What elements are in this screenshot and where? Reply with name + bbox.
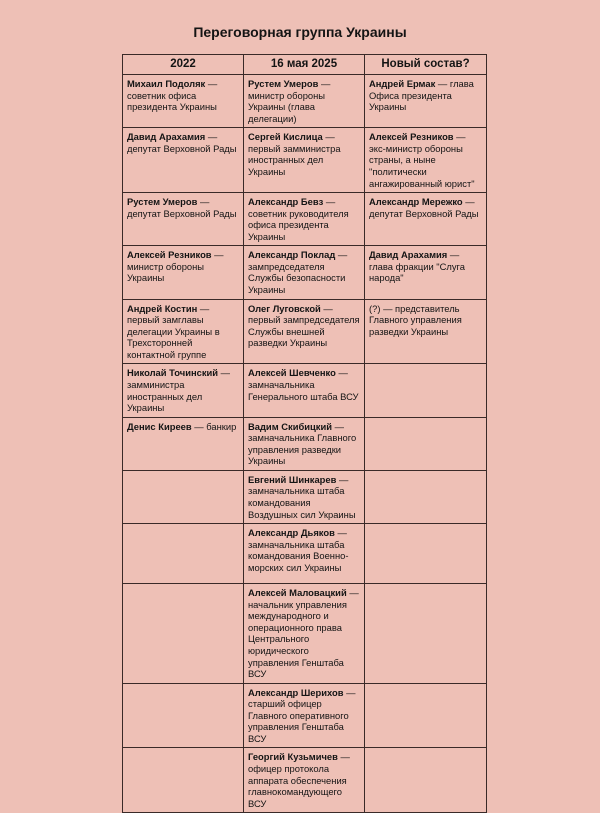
dash-separator: — [346, 587, 359, 599]
table-cell-col-2022 [123, 75, 244, 128]
table-cell-col-2022 [123, 246, 244, 299]
table-cell-col-2025 [244, 683, 365, 748]
table-cell-col-2022 [123, 364, 244, 417]
person-position: депутат Верховной Рады [127, 207, 237, 219]
table-cell-col-new [365, 364, 487, 417]
table-cell-col-new [365, 683, 487, 748]
person-position: замначальника штаба командования Воздушных сил Украины [248, 485, 356, 520]
person-position: зампредседателя Службы безопасности Украины [248, 260, 346, 295]
header-new-lineup: Новый состав? [365, 55, 487, 75]
table-cell-col-2025 [244, 364, 365, 417]
table-cell-col-new [365, 299, 487, 364]
cell-text [369, 131, 482, 189]
table-row [123, 128, 487, 193]
person-position: министр обороны Украины [127, 260, 205, 284]
dash-separator: — [318, 78, 331, 89]
person-position: офицер протокола аппарата обеспечения главнокомандующего ВСУ [248, 763, 347, 809]
person-position: депутат Верховной Рады [369, 207, 479, 219]
cell-text [248, 474, 360, 520]
cell-text [127, 249, 239, 284]
cell-text [369, 196, 482, 219]
table-row [123, 299, 487, 364]
table-row [123, 193, 487, 246]
table-cell-col-new [365, 193, 487, 246]
table-cell-col-2025 [244, 75, 365, 128]
dash-separator: — [334, 527, 347, 539]
table-row [123, 683, 487, 748]
person-name: Михаил Подоляк [127, 78, 206, 89]
person-name: Вадим Скибицкий [248, 420, 332, 432]
table-cell-col-2025 [244, 128, 365, 193]
dash-separator: — [205, 131, 218, 143]
person-name: Александр Бевз [248, 196, 324, 208]
dash-separator: — [337, 751, 350, 763]
cell-text [127, 196, 239, 219]
table-cell-col-2025 [244, 524, 365, 584]
dash-separator: — [335, 367, 348, 379]
cell-text [127, 421, 239, 433]
negotiation-table [122, 54, 487, 813]
person-position: первый зампредседателя Службы внешней разведки Украины [248, 314, 360, 349]
table-cell-col-2022 [123, 683, 244, 748]
person-position: экс-министр обороны страны, а ныне "политически ангажированный юрист" [369, 142, 475, 189]
person-name: Алексей Шевченко [248, 367, 336, 379]
dash-separator: — [336, 473, 349, 485]
dash-separator: — [462, 196, 475, 208]
dash-separator: — [332, 420, 344, 432]
table-cell-col-2025 [244, 246, 365, 299]
person-name: Александр Мережко [369, 196, 463, 208]
table-row [123, 364, 487, 417]
person-name: Алексей Маловацкий [248, 587, 347, 599]
cell-text [248, 78, 360, 124]
person-position: советник руководителя офиса президента Украины [248, 207, 349, 242]
cell-text [127, 367, 239, 413]
cell-text [127, 303, 239, 361]
table-cell-col-2022 [123, 470, 244, 523]
person-name: Александр Поклад [248, 249, 336, 261]
cell-text [248, 421, 360, 467]
table-cell-col-2022 [123, 193, 244, 246]
person-name: Олег Луговской [248, 302, 321, 314]
table-cell-col-2022 [123, 584, 244, 684]
cell-text [127, 131, 239, 154]
cell-text [248, 249, 360, 295]
table-row [123, 748, 487, 813]
person-position: замначальника Генерального штаба ВСУ [248, 378, 359, 402]
person-position: депутат Верховной Рады [127, 142, 237, 154]
person-position: глава фракции "Слуга народа" [369, 260, 465, 284]
person-name: Давид Арахамия [127, 131, 206, 143]
person-name: Николай Точинский [127, 367, 219, 379]
person-name: Андрей Костин [127, 302, 198, 314]
person-name: Рустем Умеров [127, 196, 198, 208]
table-row [123, 584, 487, 684]
cell-text [369, 249, 482, 284]
table-row [123, 470, 487, 523]
cell-text [369, 78, 482, 113]
person-position: замминистра иностранных дел Украины [127, 378, 203, 414]
dash-separator: — [197, 302, 210, 314]
table-cell-col-new [365, 584, 487, 684]
dash-separator: — [453, 131, 466, 143]
table-cell-col-new [365, 128, 487, 193]
person-name: Рустем Умеров [248, 78, 319, 89]
dash-separator: — [191, 420, 207, 432]
table-row [123, 75, 487, 128]
page-title: Переговорная группа Украины [193, 24, 407, 40]
person-position: банкир [206, 420, 237, 432]
table-row [123, 417, 487, 470]
table-cell-col-2022 [123, 748, 244, 813]
table-cell-col-2022 [123, 524, 244, 584]
person-position: первый замглавы делегации Украины в Трехсторонней контактной группе [127, 314, 220, 360]
table-cell-col-2022 [123, 128, 244, 193]
cell-text [248, 196, 360, 242]
dash-separator: — [447, 249, 460, 261]
cell-text [248, 527, 360, 573]
dash-separator: — [322, 131, 335, 143]
dash-separator: — [218, 367, 231, 379]
person-position: министр обороны Украины (глава делегации) [248, 89, 326, 124]
cell-text [248, 587, 360, 680]
table-cell-col-new [365, 524, 487, 584]
table-cell-col-new [365, 75, 487, 128]
person-position: начальник управления международного и операционного права Центрального юридического управления Генштаба ВСУ [248, 598, 347, 680]
cell-text [248, 687, 360, 745]
table-cell-col-2025 [244, 470, 365, 523]
table-cell-col-2025 [244, 417, 365, 470]
person-position: первый замминистра иностранных дел Украины [248, 142, 341, 177]
table-cell-col-new [365, 417, 487, 470]
table-row [123, 246, 487, 299]
table-cell-col-2025 [244, 584, 365, 684]
person-position: советник офиса президента Украины [127, 89, 217, 113]
person-name: Денис Киреев [127, 420, 192, 432]
table-cell-col-2025 [244, 193, 365, 246]
person-name: Александр Дьяков [248, 527, 335, 539]
person-position: замначальника штаба командования Военно-морских сил Украины [248, 538, 349, 573]
cell-text [248, 367, 360, 402]
person-name: Давид Арахамия [369, 249, 448, 261]
person-name: Алексей Резников [127, 249, 212, 261]
person-name: Евгений Шинкарев [248, 473, 337, 485]
table-cell-col-2022 [123, 417, 244, 470]
table-cell-col-new [365, 470, 487, 523]
table-row [123, 524, 487, 584]
dash-separator: — [197, 196, 210, 208]
table-cell-col-2025 [244, 748, 365, 813]
dash-separator: — [205, 78, 218, 89]
person-name: Георгий Кузьмичев [248, 751, 338, 763]
person-name: Александр Шерихов [248, 686, 344, 698]
cell-text [248, 131, 360, 177]
table-cell-col-2025 [244, 299, 365, 364]
person-position: замначальника Главного управления разведки Украины [248, 432, 357, 467]
person-position: глава Офиса президента Украины [369, 78, 474, 113]
person-position: старший офицер Главного оперативного управления Генштаба ВСУ [248, 698, 349, 744]
cell-text [127, 78, 239, 113]
person-name: Алексей Резников [369, 131, 454, 143]
dash-separator: — [335, 249, 348, 261]
table-cell-col-2022 [123, 299, 244, 364]
dash-separator: — [343, 686, 356, 698]
person-name: Сергей Кислица [248, 131, 323, 143]
header-2025: 16 мая 2025 [244, 55, 365, 75]
dash-separator: — [435, 78, 450, 89]
dash-separator: — [320, 302, 333, 314]
header-2022: 2022 [123, 55, 244, 75]
header-row [123, 55, 487, 75]
table-cell-col-new [365, 748, 487, 813]
cell-text [369, 303, 482, 338]
table-cell-col-new [365, 246, 487, 299]
person-position: (?) — представитель Главного управления разведки Украины [369, 302, 462, 337]
dash-separator: — [211, 249, 224, 261]
cell-text [248, 751, 360, 809]
dash-separator: — [323, 196, 336, 208]
person-name: Андрей Ермак [369, 78, 436, 89]
cell-text [248, 303, 360, 349]
